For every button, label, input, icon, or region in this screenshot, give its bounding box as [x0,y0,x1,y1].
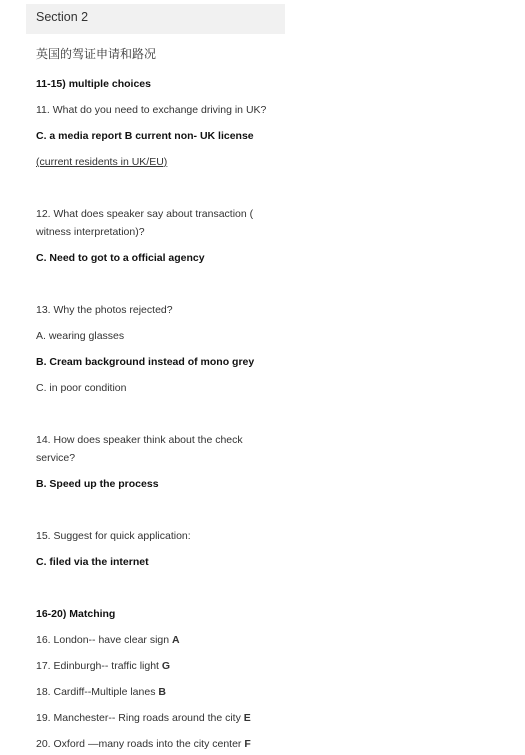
section-header [26,4,285,34]
match-item-text: 18. Cardiff--Multiple lanes [36,686,159,698]
q13-option-b: B. Cream background instead of mono grey [36,356,255,368]
match-item [36,683,166,701]
q12-question-line1: 12. What does speaker say about transaction ( [36,208,254,220]
q14-answer: B. Speed up the process [36,478,159,490]
q11-answer: C. a media report B current non- UK license [36,130,254,142]
match-item-answer: F [244,738,251,750]
q13-option-a: A. wearing glasses [36,330,125,342]
q12-answer: C. Need to got to a official agency [36,252,205,264]
match-item-answer: A [172,634,180,646]
match-item-text: 16. London-- have clear sign [36,634,173,646]
part1-heading: 11-15) multiple choices [36,78,151,90]
match-item [36,657,170,675]
q15-answer: C. filed via the internet [36,556,149,568]
match-item-text: 20. Oxford —many roads into the city center [36,738,245,750]
q14-question-line1: 14. How does speaker think about the check [36,434,243,446]
q12-question-line2: witness interpretation)? [36,226,145,238]
match-item-text: 17. Edinburgh-- traffic light [36,660,162,672]
q15-question: 15. Suggest for quick application: [36,530,191,542]
q13-question: 13. Why the photos rejected? [36,304,173,316]
q13-option-c: C. in poor condition [36,382,127,394]
match-item [36,735,251,753]
match-item-answer: B [158,686,166,698]
match-item-answer: G [161,660,171,672]
match-item [36,709,251,727]
q14-question-line2: service? [36,452,76,464]
section-title: Section 2 [36,10,89,24]
q11-question: 11. What do you need to exchange driving in UK? [36,104,267,116]
match-item-answer: E [243,712,251,724]
match-item [36,631,180,649]
q11-note: (current residents in UK/EU) [36,156,168,168]
match-item-text: 19. Manchester-- Ring roads around the city [36,712,244,724]
part2-heading: 16-20) Matching [36,608,116,620]
subtitle-cn: 英国的驾证申请和路况 [36,47,157,61]
